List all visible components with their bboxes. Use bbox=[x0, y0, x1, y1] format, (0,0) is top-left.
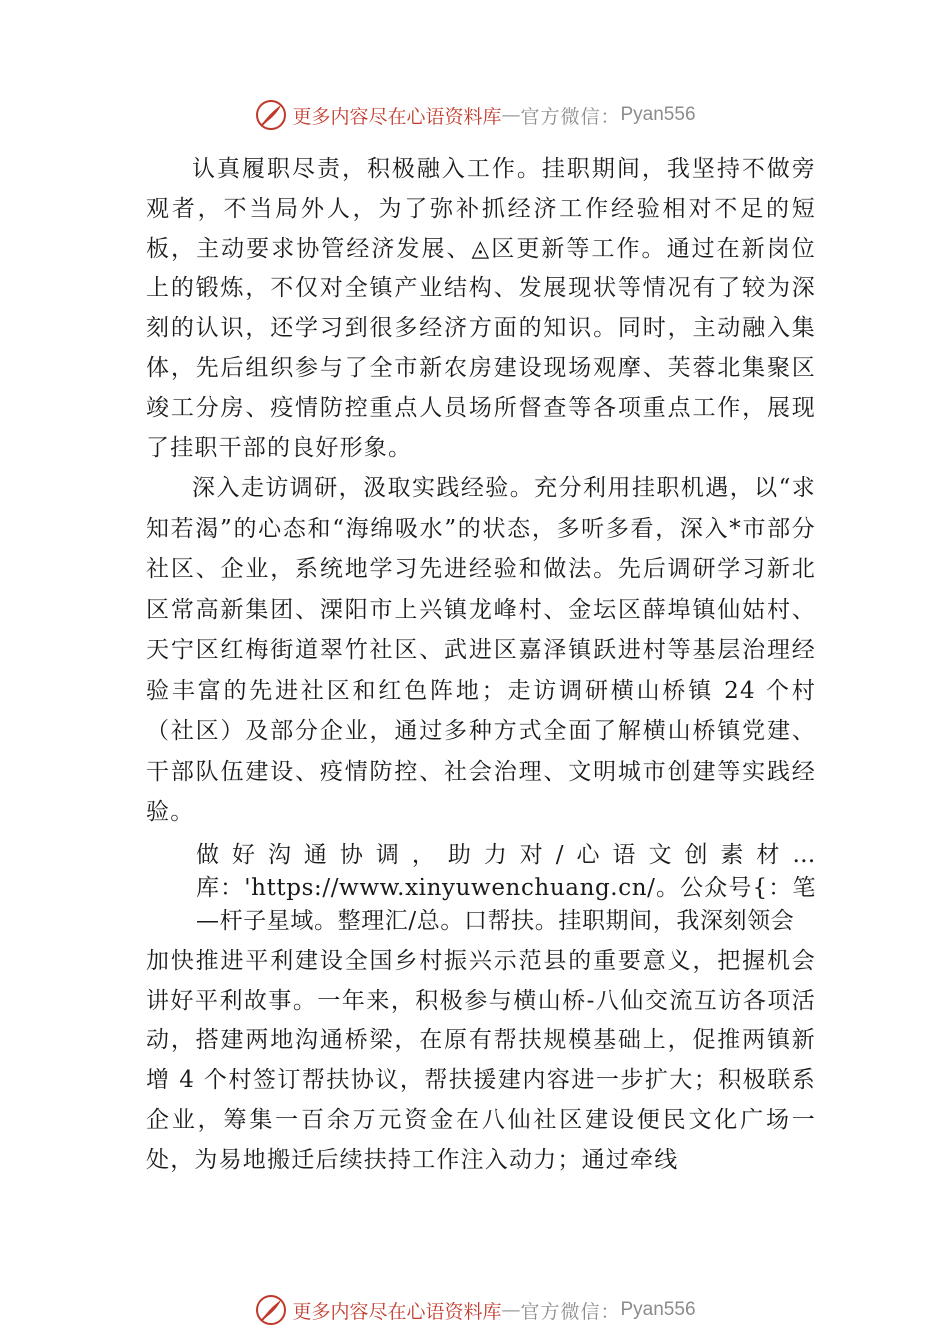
header-banner-label: 官方微信： bbox=[520, 105, 621, 128]
header-banner-id: Pyan556 bbox=[620, 104, 696, 125]
document-body bbox=[146, 150, 816, 1181]
header-banner bbox=[0, 95, 950, 135]
footer-banner bbox=[0, 1290, 950, 1330]
header-banner-dash: — bbox=[501, 104, 521, 126]
paragraph-2: 深入走访调研，汲取实践经验。充分利用挂职机遇，以“求知若渴”的心态和“海绵吸水”的状态，多听多看，深入*市部分社区、企业，系统地学习先进经验和做法。先后调研学习新北区常高新集团、溧阳市上兴镇龙峰村、金坛区薛埠镇仙姑村、天宁区红梅街道翠竹社区、武进区嘉泽镇跃进村等基层治理经验丰富的先进社区和红色阵地；走访调研横山桥镇 24 个村（社区）及部分企业，通过多种方式全面了解横山桥镇党建、干部队伍建设、疫情防控、社会治理、文明城市创建等实践经验。 bbox=[146, 475, 816, 826]
feather-quill-icon bbox=[254, 98, 288, 132]
paragraph-1: 认真履职尽责，积极融入工作。挂职期间，我坚持不做旁观者，不当局外人，为了弥补抓经济工作经验相对不足的短板，主动要求协管经济发展、◬区更新等工作。通过在新岗位上的锻炼，不仅对全镇产业结构、发展现状等情况有了较为深刻的认识，还学习到很多经济方面的知识。同时，主动融入集体，先后组织参与了全市新农房建设现场观摩、芙蓉北集聚区竣工分房、疫情防控重点人员场所督查等各项重点工作，展现了挂职干部的良好形象。 bbox=[146, 156, 816, 461]
footer-banner-dash: — bbox=[501, 1299, 521, 1321]
paragraph-3-watermark-insert: 做好沟通协调，助力对/心语文创素材…库：'https://www.xinyuwenchuang.cn/。公众号{：笔—杆子星域。整理汇/总。口帮扶。挂职期间，我深刻领会 bbox=[196, 841, 816, 934]
footer-banner-label: 官方微信： bbox=[520, 1300, 621, 1323]
paragraph-4: 加快推进平利建设全国乡村振兴示范县的重要意义，把握机会讲好平利故事。一年来，积极参与横山桥-八仙交流互访各项活动，搭建两地沟通桥梁，在原有帮扶规模基础上，促推两镇新增 4 个村签订帮扶协议，帮扶援建内容进一步扩大；积极联系企业，筹集一百余万元资金在八仙社区建设便民文化广场一处，为易地搬迁后续扶持工作注入动力；通过牵线 bbox=[146, 947, 816, 1173]
footer-banner-title: 更多内容尽在心语资料库 bbox=[292, 1300, 502, 1323]
feather-quill-icon bbox=[254, 1293, 288, 1327]
footer-banner-id: Pyan556 bbox=[620, 1299, 696, 1320]
header-banner-title: 更多内容尽在心语资料库 bbox=[292, 105, 502, 128]
